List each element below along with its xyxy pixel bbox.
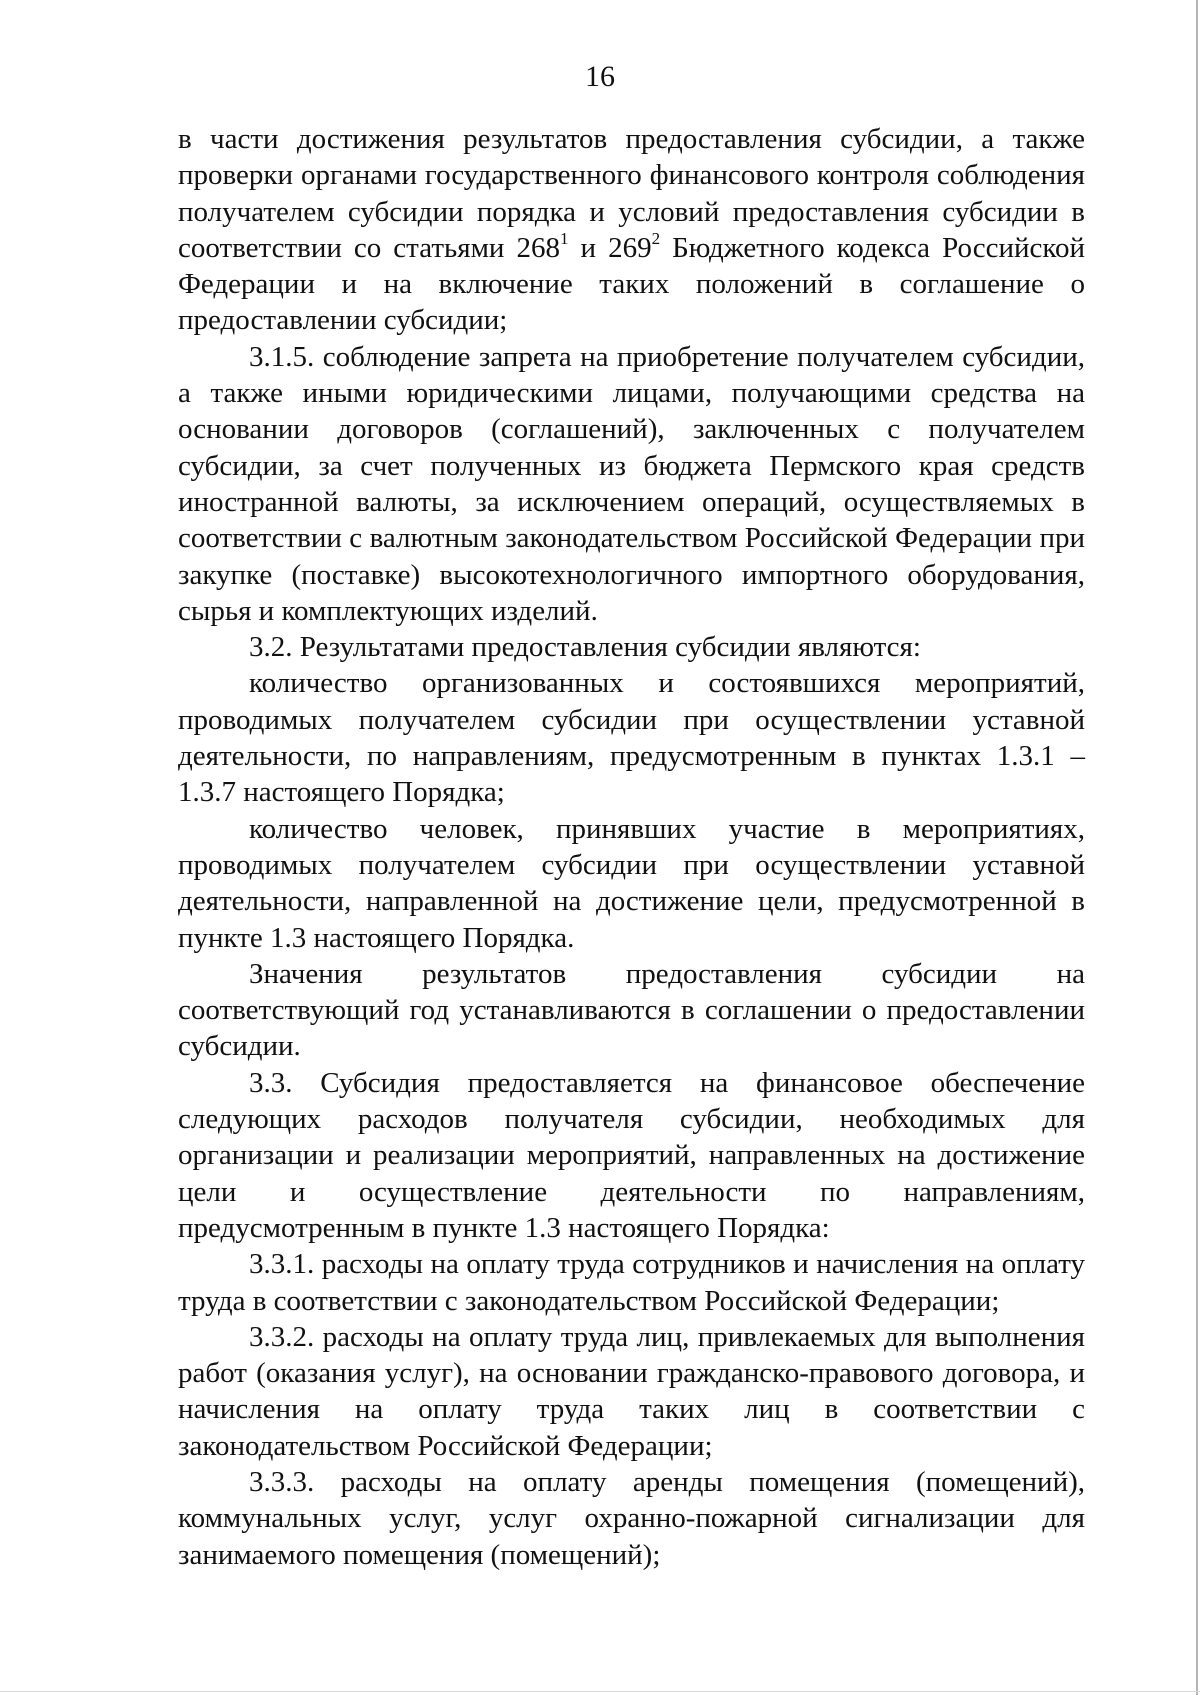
paragraph-3-3-3: 3.3.3. расходы на оплату аренды помещения (помещений), коммунальных услуг, услуг охранно-пожарной сигнализации для занимаемого помещения (помещений); bbox=[178, 1465, 1085, 1571]
document-body bbox=[178, 121, 1085, 1573]
superscript: 2 bbox=[651, 229, 661, 249]
paragraph-result-events: количество организованных и состоявшихся мероприятий, проводимых получателем субсидии при осуществлении уставной деятельности, по направлениям, предусмотренным в пунктах 1.3.1 – 1.3.7 настоящего Порядка; bbox=[178, 667, 1085, 809]
scan-edge-bottom bbox=[0, 1691, 1200, 1692]
paragraph-3-3-2: 3.3.2. расходы на оплату труда лиц, привлекаемых для выполнения работ (оказания услуг), на основании гражданско-правового договора, и начисления на оплату труда таких лиц в соответствии с законодательством Российской Федерации; bbox=[178, 1320, 1085, 1462]
scan-edge-right bbox=[1196, 0, 1198, 1695]
paragraph-3-2: 3.2. Результатами предоставления субсидии являются: bbox=[249, 631, 921, 664]
paragraph-result-values: Значения результатов предоставления субсидии на соответствующий год устанавливаются в соглашении о предоставлении субсидии. bbox=[178, 957, 1085, 1063]
paragraph-result-participants: количество человек, принявших участие в мероприятиях, проводимых получателем субсидии при осуществлении уставной деятельности, направленной на достижение цели, предусмотренной в пункте 1.3 настоящего Порядка. bbox=[178, 812, 1085, 954]
superscript: 1 bbox=[559, 229, 569, 249]
paragraph-3-3: 3.3. Субсидия предоставляется на финансовое обеспечение следующих расходов получателя субсидии, необходимых для организации и реализации мероприятий, направленных на достижение цели и осуществление деятельности по направлениям, предусмотренным в пункте 1.3 настоящего Порядка: bbox=[178, 1066, 1085, 1244]
paragraph-subsidy-results-control bbox=[178, 121, 1085, 339]
paragraph-text: в части достижения результатов предоставления субсидии, а также проверки органами государственного финансового контроля соблюдения получателем субсидии порядка и условий предоставления субсидии в соответствии со статьями 268 bbox=[178, 123, 1085, 264]
page-number: 16 bbox=[585, 60, 615, 93]
paragraph-text: и 269 bbox=[568, 231, 652, 264]
paragraph-text: Бюджетного кодекса Российской Федерации и на включение таких положений в соглашение о предоставлении субсидии; bbox=[178, 231, 1085, 337]
paragraph-3-1-5: 3.1.5. соблюдение запрета на приобретение получателем субсидии, а также иными юридическими лицами, получающими средства на основании договоров (соглашений), заключенных с получателем субсидии, за счет полученных из бюджета Пермского края средств иностранной валюты, за исключением операций, осуществляемых в соответствии с валютным законодательством Российской Федерации при закупке (поставке) высокотехнологичного импортного оборудования, сырья и комплектующих изделий. bbox=[178, 340, 1085, 627]
paragraph-3-3-1: 3.3.1. расходы на оплату труда сотрудников и начисления на оплату труда в соответствии с законодательством Российской Федерации; bbox=[178, 1248, 1085, 1317]
